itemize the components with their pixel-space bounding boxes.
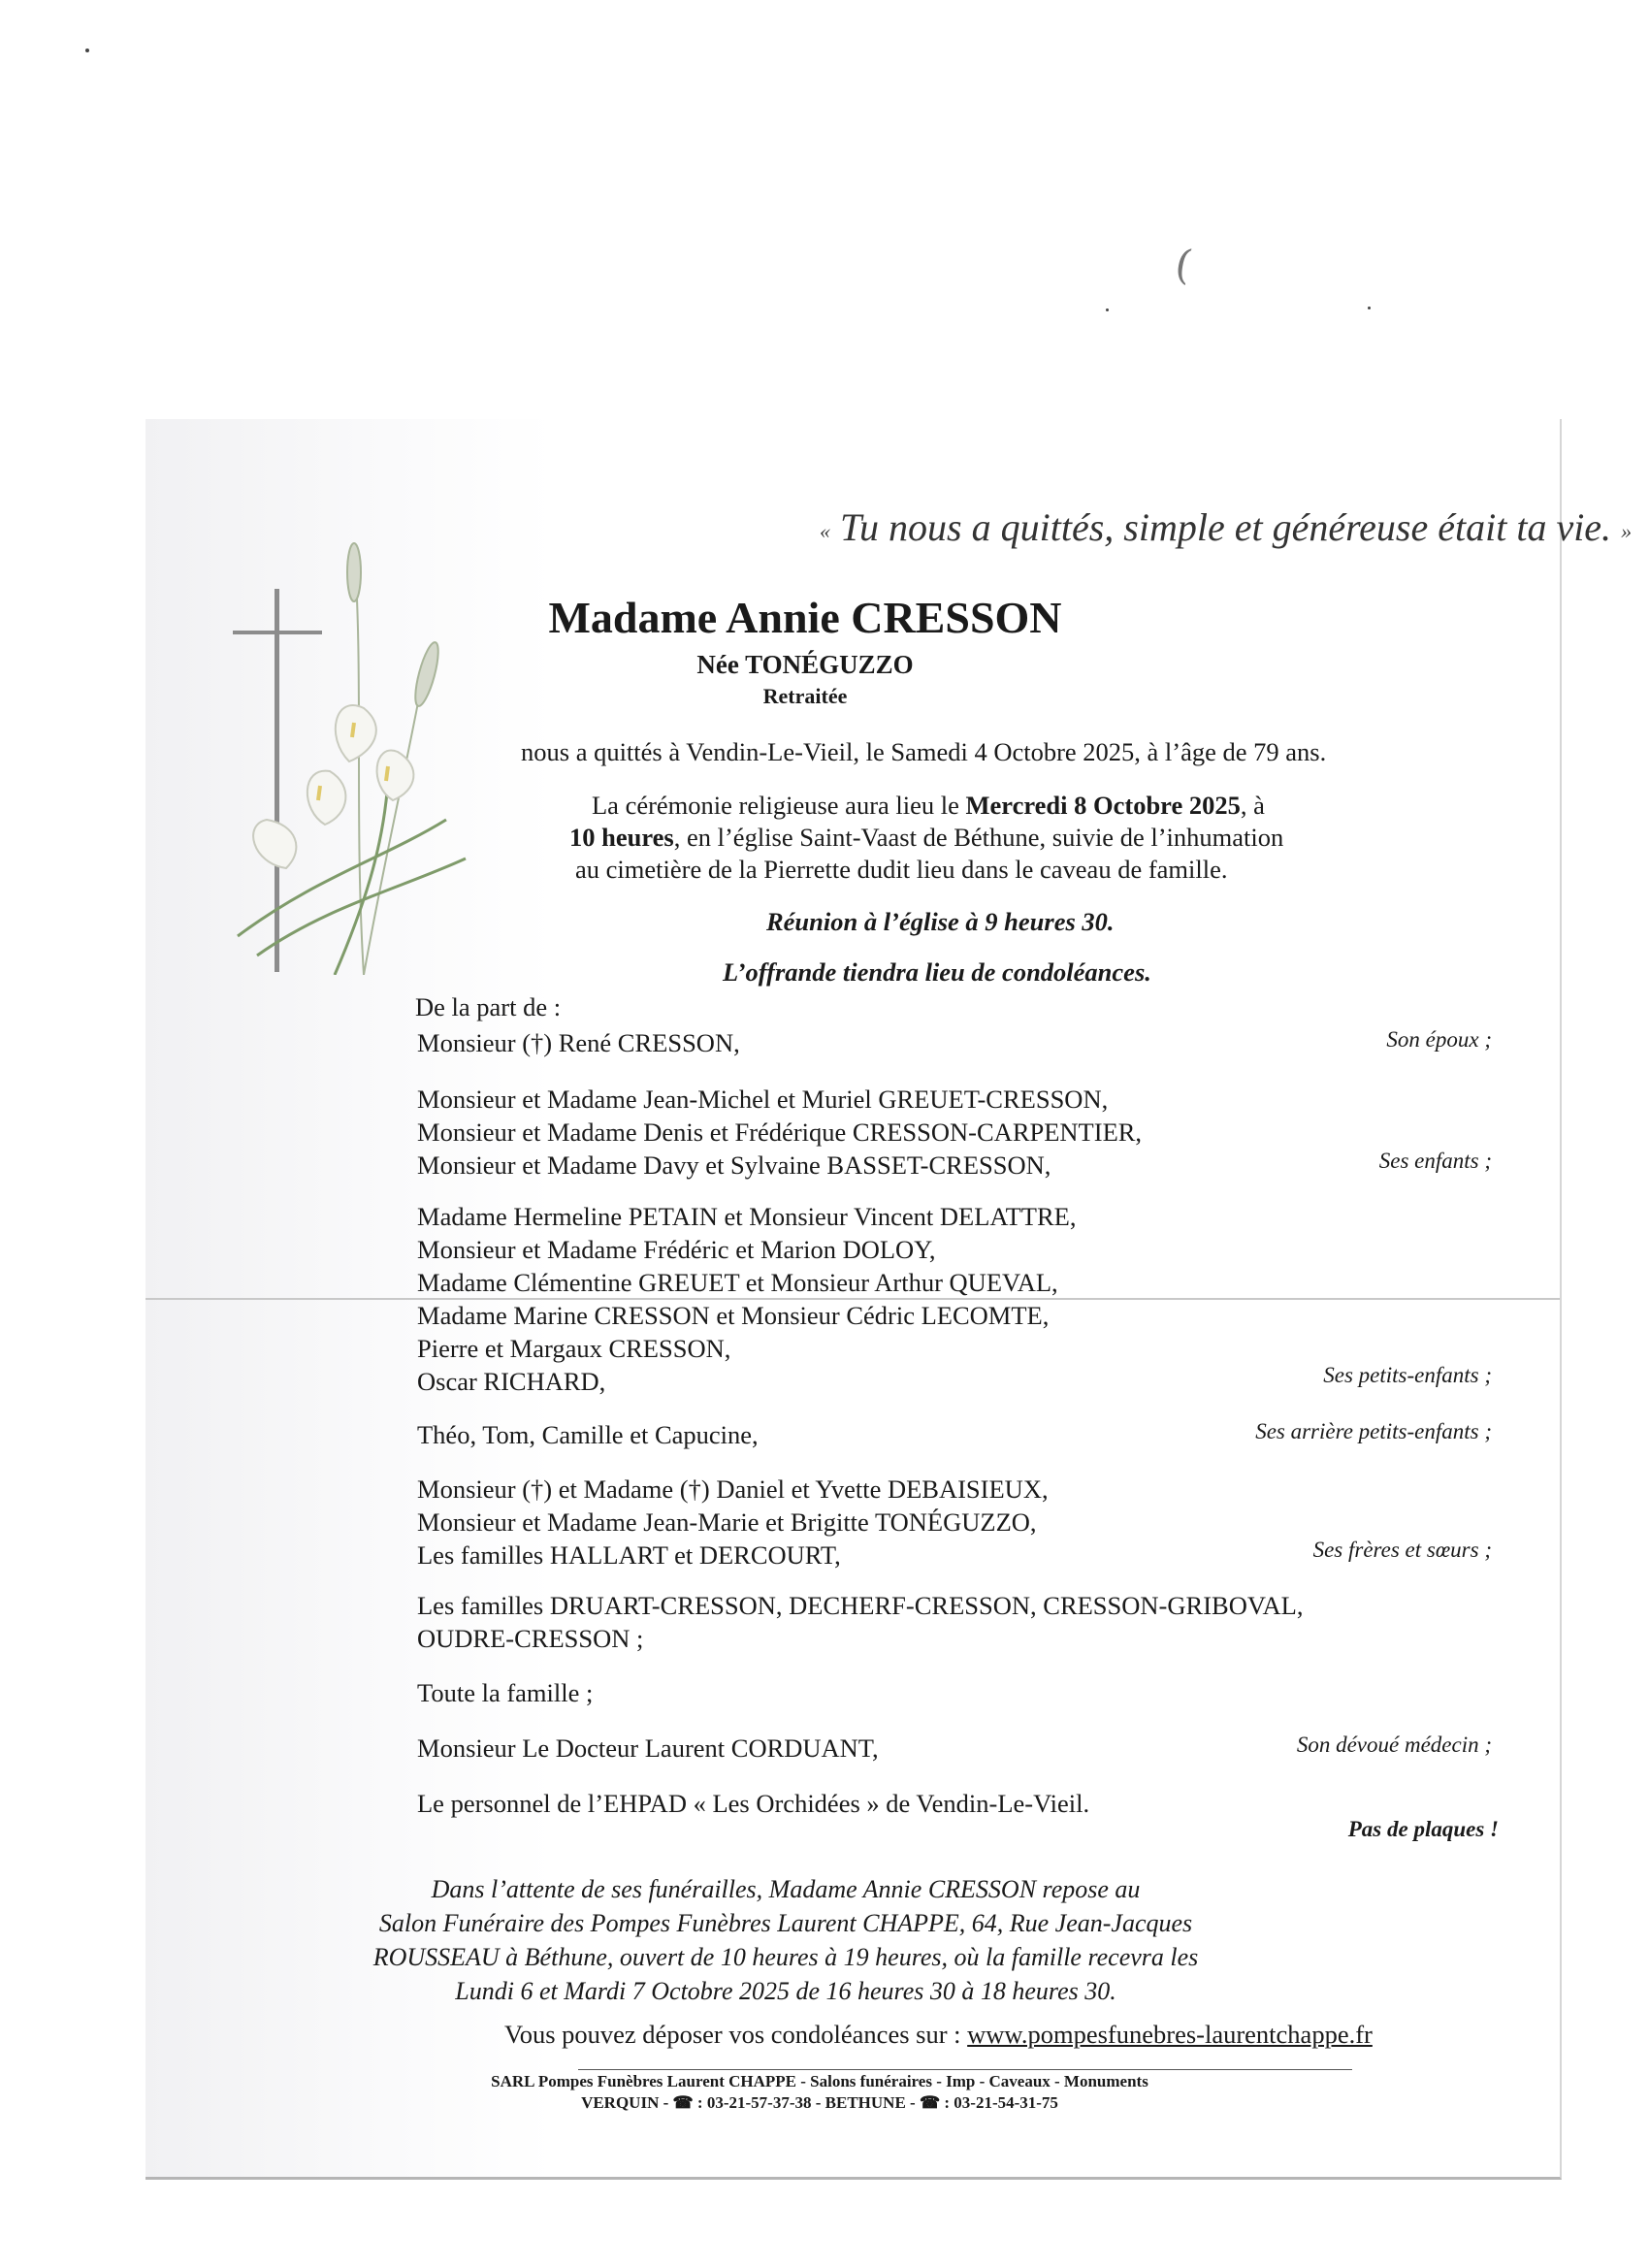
family-line: Monsieur Le Docteur Laurent CORDUANT, — [417, 1733, 879, 1763]
family-line: Monsieur (†) et Madame (†) Daniel et Yvette DEBAISIEUX, — [417, 1474, 1049, 1504]
ceremony-text: , en l’église Saint-Vaast de Béthune, suivie de l’inhumation — [673, 823, 1284, 852]
relation-label: Ses petits-enfants ; — [1323, 1363, 1492, 1387]
family-line: OUDRE-CRESSON ; — [417, 1624, 644, 1653]
family-line: Les familles DRUART-CRESSON, DECHERF-CRESSON, CRESSON-GRIBOVAL, — [417, 1591, 1304, 1620]
pen-mark: ( — [1171, 239, 1196, 290]
family-group-whole-family — [417, 1676, 593, 1709]
family-line: Monsieur et Madame Davy et Sylvaine BASSET-CRESSON, — [417, 1150, 1051, 1180]
scan-dot — [85, 49, 89, 52]
footer-phones: VERQUIN - ☎ : 03-21-57-37-38 - BETHUNE - ☎ : 03-21-54-31-75 — [581, 2093, 1058, 2112]
ceremony-text: , à — [1240, 791, 1265, 820]
condolences-label: Vous pouvez déposer vos condoléances sur : — [504, 2020, 968, 2049]
ceremony-time: 10 heures — [569, 823, 674, 852]
family-line: Théo, Tom, Camille et Capucine, — [417, 1420, 759, 1449]
from-label: De la part de : — [415, 992, 562, 1021]
footer-rule — [578, 2069, 1352, 2070]
epigraph-text: Tu nous a quittés, simple et généreuse était ta vie. — [840, 505, 1612, 549]
ceremony-text: La cérémonie religieuse aura lieu le — [592, 791, 966, 820]
ceremony-line-2 — [569, 823, 1283, 853]
repose-line: Lundi 6 et Mardi 7 Octobre 2025 de 16 heures 30 à 18 heures 30. — [455, 1977, 1116, 2005]
repose-line: ROUSSEAU à Béthune, ouvert de 10 heures à 19 heures, où la famille recevra les — [372, 1943, 1199, 1971]
death-announcement: nous a quittés à Vendin-Le-Vieil, le Samedi 4 Octobre 2025, à l’âge de 79 ans. — [521, 737, 1327, 766]
funeral-home-website-link[interactable]: www.pompesfunebres-laurentchappe.fr — [967, 2020, 1373, 2049]
family-group-doctor — [417, 1732, 879, 1765]
repose-line: Dans l’attente de ses funérailles, Madame Annie CRESSON repose au — [431, 1875, 1141, 1903]
family-line: Monsieur et Madame Frédéric et Marion DOLOY, — [417, 1235, 936, 1264]
family-line: Madame Hermeline PETAIN et Monsieur Vincent DELATTRE, — [417, 1202, 1077, 1231]
epigraph — [820, 504, 1632, 550]
church-meeting: Réunion à l’église à 9 heures 30. — [766, 907, 1115, 936]
repose-line: Salon Funéraire des Pompes Funèbres Laurent CHAPPE, 64, Rue Jean-Jacques — [378, 1909, 1193, 1937]
family-group-grandchildren — [417, 1200, 1076, 1398]
ceremony-line-3: au cimetière de la Pierrette dudit lieu dans le caveau de famille. — [575, 855, 1228, 884]
relation-label: Ses enfants ; — [1378, 1149, 1492, 1173]
relation-label: Ses arrière petits-enfants ; — [1255, 1419, 1492, 1443]
ceremony-line-1 — [592, 791, 1265, 821]
ceremony-date: Mercredi 8 Octobre 2025 — [965, 791, 1241, 820]
epigraph-open-quote: « — [820, 518, 830, 543]
epigraph-close-quote: » — [1621, 518, 1633, 543]
family-line: Monsieur (†) René CRESSON, — [417, 1028, 740, 1057]
no-plaques-note: Pas de plaques ! — [1347, 1817, 1499, 1841]
offering-note: L’offrande tiendra lieu de condoléances. — [723, 957, 1151, 987]
cross — [233, 589, 322, 972]
family-line: Monsieur et Madame Denis et Frédérique CRESSON-CARPENTIER, — [417, 1118, 1143, 1147]
family-line: Toute la famille ; — [417, 1678, 594, 1707]
birth-name: Née TONÉGUZZO — [696, 650, 914, 679]
family-line: Pierre et Margaux CRESSON, — [417, 1334, 731, 1363]
family-group-children — [417, 1083, 1142, 1182]
family-group-ehpad — [417, 1787, 1089, 1820]
footer-company: SARL Pompes Funèbres Laurent CHAPPE - Salons funéraires - Imp - Caveaux - Monuments — [491, 2072, 1148, 2090]
relation-label: Ses frères et sœurs ; — [1312, 1538, 1492, 1562]
family-group-families — [417, 1589, 1304, 1655]
profession: Retraitée — [762, 684, 848, 708]
family-group-great-grandchildren — [417, 1418, 759, 1451]
leaves — [238, 781, 466, 975]
relation-label: Son époux ; — [1386, 1027, 1492, 1052]
repose-paragraph — [0, 1872, 1610, 2008]
family-line: Madame Marine CRESSON et Monsieur Cédric LECOMTE, — [417, 1301, 1050, 1330]
family-line: Les familles HALLART et DERCOURT, — [417, 1540, 841, 1570]
family-group-spouse — [417, 1026, 740, 1059]
family-line: Monsieur et Madame Jean-Marie et Brigitte TONÉGUZZO, — [417, 1507, 1037, 1537]
family-line: Le personnel de l’EHPAD « Les Orchidées » de Vendin-Le-Vieil. — [417, 1789, 1090, 1818]
family-line: Monsieur et Madame Jean-Michel et Muriel GREUET-CRESSON, — [417, 1085, 1109, 1114]
deceased-name: Madame Annie CRESSON — [548, 593, 1062, 642]
family-line: Oscar RICHARD, — [417, 1367, 606, 1396]
family-line: Madame Clémentine GREUET et Monsieur Arthur QUEVAL, — [417, 1268, 1058, 1297]
condolences-line — [504, 2020, 1373, 2050]
scan-dot — [1368, 307, 1371, 309]
family-group-siblings — [417, 1473, 1049, 1571]
scan-dot — [1106, 308, 1109, 311]
relation-label: Son dévoué médecin ; — [1296, 1733, 1492, 1757]
